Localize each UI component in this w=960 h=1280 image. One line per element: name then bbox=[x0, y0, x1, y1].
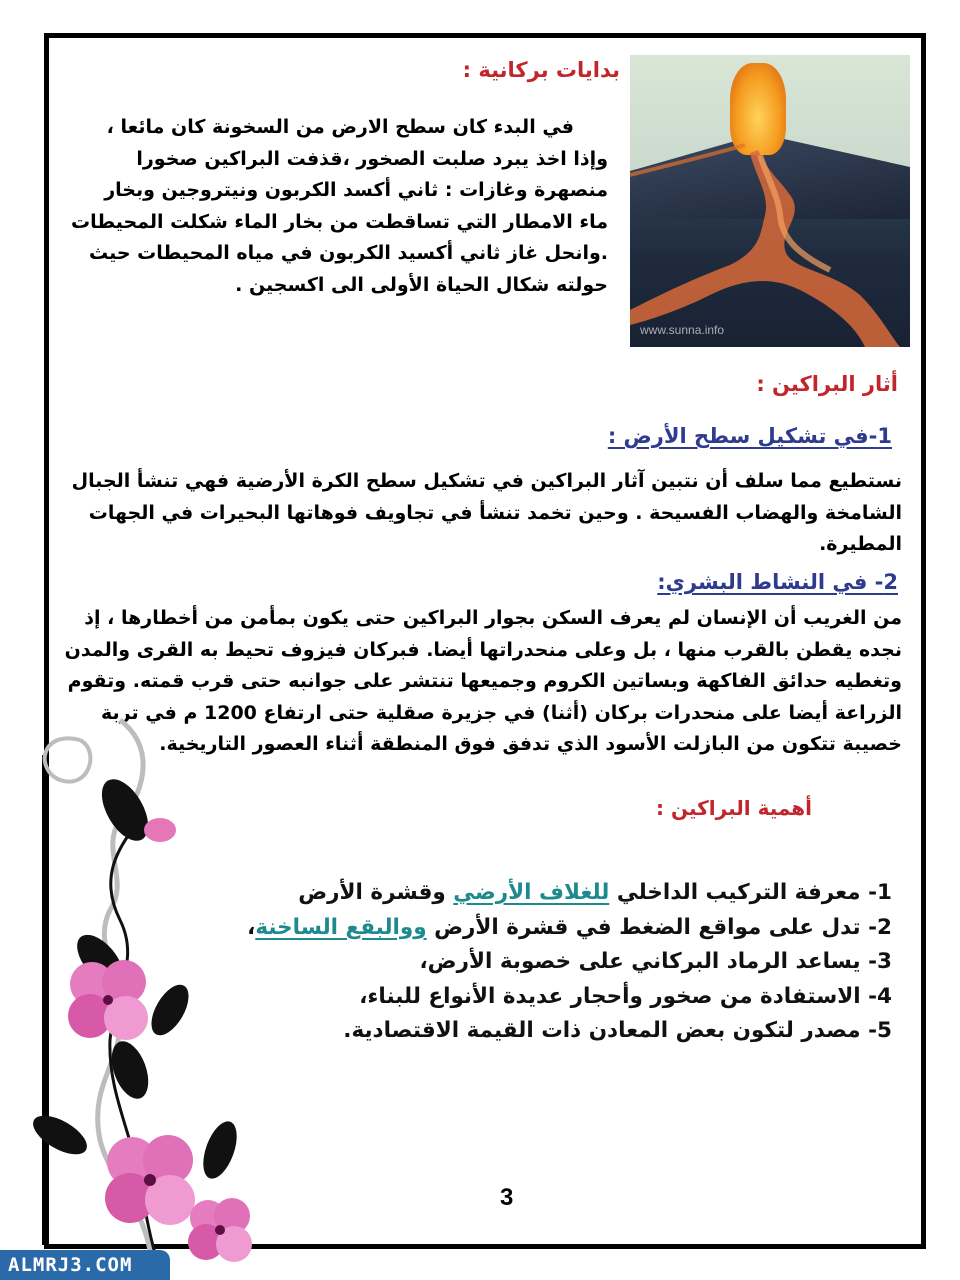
text-line: منصهرة وغازات : ثاني أكسد الكربون ونيتروجين وبخار bbox=[104, 179, 608, 201]
item-text: 1- معرفة التركيب الداخلي bbox=[609, 880, 892, 905]
text-line: وإذا اخذ يبرد صلبت الصخور ،قذفت البراكين صخورا bbox=[136, 147, 608, 170]
image-watermark: www.sunna.info bbox=[640, 323, 725, 337]
subheading-earth-surface: 1-في تشكيل سطح الأرض : bbox=[607, 424, 892, 448]
paragraph-volcanic-beginnings bbox=[71, 112, 608, 301]
list-item bbox=[292, 876, 892, 911]
lava-flow-graphic bbox=[630, 55, 910, 347]
text-line: الزراعة أيضا على منحدرات بركان (أثنا) في جزيرة صقلية حتى ارتفاع 1200 م في تربة bbox=[100, 701, 902, 724]
list-item bbox=[247, 911, 892, 946]
text-line: المطيرة. bbox=[819, 533, 902, 555]
text-line: نستطيع مما سلف أن نتبين آثار البراكين في تشكيل سطح الكرة الأرضية فهي تنشأ الجبال bbox=[71, 470, 902, 492]
volcano-image bbox=[630, 55, 910, 347]
subheading-human-activity: 2- في النشاط البشري: bbox=[657, 570, 898, 594]
heading-volcano-importance: أهمية البراكين : bbox=[656, 796, 812, 820]
text-line: خصيبة تتكون من البازلت الأسود الذي تدفق فوق المنطقة أثناء العصور التاريخية. bbox=[159, 733, 902, 755]
list-item: 3- يساعد الرماد البركاني على خصوبة الأرض، bbox=[419, 949, 892, 974]
paragraph-earth-surface bbox=[71, 466, 902, 561]
link-earth-envelope[interactable]: للغلاف الأرضي bbox=[453, 880, 610, 905]
importance-list bbox=[247, 876, 892, 1049]
link-hot-spots[interactable]: ووالبقع الساخنة bbox=[255, 914, 427, 940]
text-line: وتغطيه حدائق الفاكهة وبساتين الكروم وجميعها تنتشر على جوانبه حتى قرب قمته. وتقوم bbox=[67, 670, 902, 692]
item-text: ، bbox=[247, 914, 256, 940]
text-line: في البدء كان سطح الارض من السخونة كان مائعا ، bbox=[106, 116, 574, 138]
site-badge[interactable]: ALMRJ3.COM bbox=[0, 1250, 170, 1280]
text-line: حولته شكال الحياة الأولى الى اكسجين . bbox=[235, 273, 608, 296]
item-text: وقشرة الأرض bbox=[298, 880, 454, 905]
heading-volcano-effects: أثار البراكين : bbox=[756, 372, 898, 396]
text-line: ماء الامطار التي تساقطت من بخار الماء شكلت المحيطات bbox=[71, 210, 608, 233]
page-number: 3 bbox=[500, 1184, 514, 1211]
text-line: الشامخة والهضاب الفسيحة . وحين تخمد تنشأ في تجاويف فوهاتها البحيرات في الجهات bbox=[88, 501, 902, 524]
text-line: نجده يقطن بالقرب منها ، بل وعلى منحدراتها أيضا. فبركان فيزوف تحيط به القرى والمدن bbox=[64, 638, 902, 661]
list-item: 5- مصدر لتكون بعض المعادن ذات القيمة الاقتصادية. bbox=[343, 1018, 892, 1043]
item-text: 2- تدل على مواقع الضغط في قشرة الأرض bbox=[426, 914, 892, 940]
heading-volcanic-beginnings: بدايات بركانية : bbox=[462, 58, 620, 82]
floral-decoration bbox=[20, 710, 260, 1280]
list-item: 4- الاستفادة من صخور وأحجار عديدة الأنواع للبناء، bbox=[359, 983, 892, 1009]
text-line: .وانحل غاز ثاني أكسيد الكربون في مياه المحيطات حيث bbox=[89, 242, 608, 264]
text-line: من الغريب أن الإنسان لم يعرف السكن بجوار البراكين حتى يكون بمأمن من أخطارها ، إذ bbox=[84, 607, 902, 629]
